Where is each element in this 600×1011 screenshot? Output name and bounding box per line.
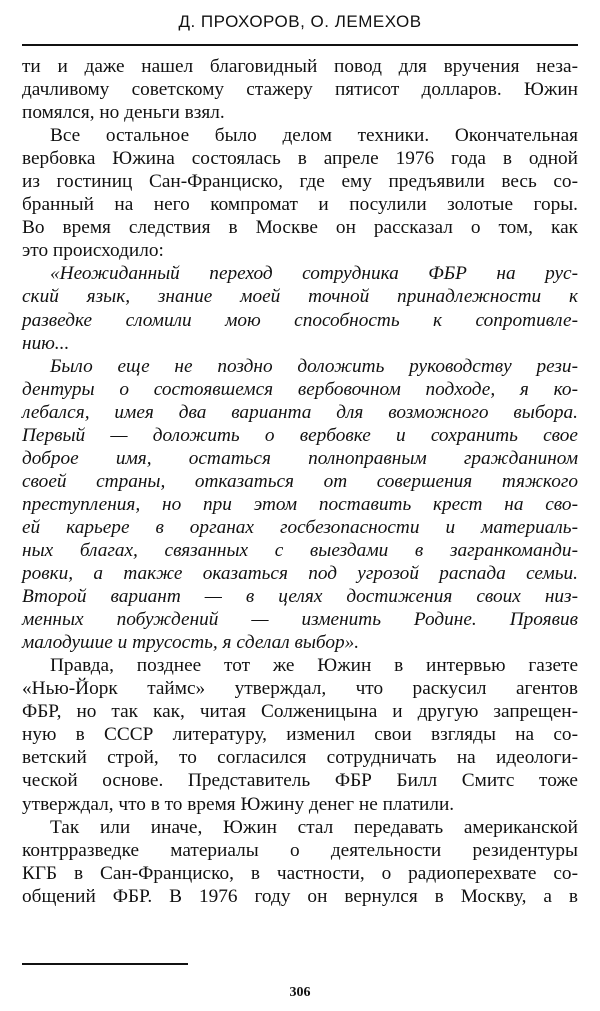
text-line: Во время следствия в Москве он рассказал о том, как xyxy=(22,217,578,239)
text-line: дентуры о состоявшемся вербовочном подходе, я ко- xyxy=(22,378,578,400)
text-line: ти и даже нашел благовидный повод для вручения неза- xyxy=(22,56,578,77)
body-text xyxy=(22,55,578,908)
paragraph xyxy=(22,816,578,908)
text-line: менных побуждений — изменить Родине. Проявив xyxy=(22,609,578,631)
text-line: лебался, имея два варианта для возможного выбора. xyxy=(22,401,578,423)
paragraph xyxy=(22,124,578,262)
paragraph xyxy=(22,654,578,815)
page-number: 306 xyxy=(289,985,311,1000)
text-line: «Неожиданный переход сотрудника ФБР на рус- xyxy=(50,263,578,285)
text-line: ную в СССР литературу, изменил свои взгляды на со- xyxy=(22,724,578,746)
quote-paragraph xyxy=(22,355,578,655)
text-line: доброе имя, остаться полноправным гражданином xyxy=(22,447,578,469)
text-line: ных благах, связанных с выездами в загранкоманди- xyxy=(22,539,578,561)
text-line: малодушие и трусость, я сделал выбор». xyxy=(22,632,360,654)
text-line: общений ФБР. В 1976 году он вернулся в Москву, а в xyxy=(22,885,578,907)
text-line: Было еще не поздно доложить руководству рези- xyxy=(50,355,578,377)
text-line: КГБ в Сан-Франциско, в частности, о радиоперехвате со- xyxy=(22,862,578,884)
text-line: это происходило: xyxy=(22,240,164,262)
header-rule xyxy=(22,44,578,46)
text-line: Так или иначе, Южин стал передавать американской xyxy=(50,816,578,838)
text-line: ческой основе. Представитель ФБР Билл Смитс тоже xyxy=(22,770,578,792)
text-line: разведке сломили мою способность к сопротивле- xyxy=(22,309,578,331)
text-line: нию... xyxy=(22,332,70,354)
running-head: Д. ПРОХОРОВ, О. ЛЕМЕХОВ xyxy=(178,12,422,31)
text-line: дачливому советскому стажеру пятисот долларов. Южин xyxy=(22,79,578,101)
text-line: преступления, но при этом поставить крест на сво- xyxy=(22,493,578,515)
text-line: Все остальное было делом техники. Окончательная xyxy=(50,125,578,147)
text-line: своей страны, отказаться от совершения тяжкого xyxy=(22,470,578,492)
text-line: «Нью-Йорк таймс» утверждал, что раскусил агентов xyxy=(22,678,578,700)
text-line: Правда, позднее тот же Южин в интервью газете xyxy=(50,655,578,677)
text-line: из гостиниц Сан-Франциско, где ему предъявили весь со- xyxy=(22,171,578,193)
quote-paragraph xyxy=(22,262,578,354)
text-line: ФБР, но так как, читая Солженицына и другую запрещен- xyxy=(22,701,578,723)
text-line: ровки, а также оказаться под угрозой распада семьи. xyxy=(22,563,578,585)
text-line: бранный на него компромат и посулили золотые горы. xyxy=(22,194,578,216)
text-line: ский язык, знание моей точной принадлежности к xyxy=(22,286,578,308)
text-line: помялся, но деньги взял. xyxy=(22,102,225,124)
text-line: контрразведке материалы о деятельности резидентуры xyxy=(22,839,578,861)
text-line: утверждал, что в то время Южину денег не платили. xyxy=(22,793,455,815)
text-line: вербовка Южина состоялась в апреле 1976 года в одной xyxy=(22,148,578,170)
paragraph xyxy=(22,55,578,124)
text-line: Первый — доложить о вербовке и сохранить свое xyxy=(22,424,578,446)
text-line: ей карьере в органах госбезопасности и материаль- xyxy=(22,516,578,538)
text-line: Второй вариант — в целях достижения своих низ- xyxy=(22,586,578,608)
footnote-rule xyxy=(22,963,188,965)
text-line: ветский строй, то согласился сотрудничать на идеологи- xyxy=(22,747,578,769)
